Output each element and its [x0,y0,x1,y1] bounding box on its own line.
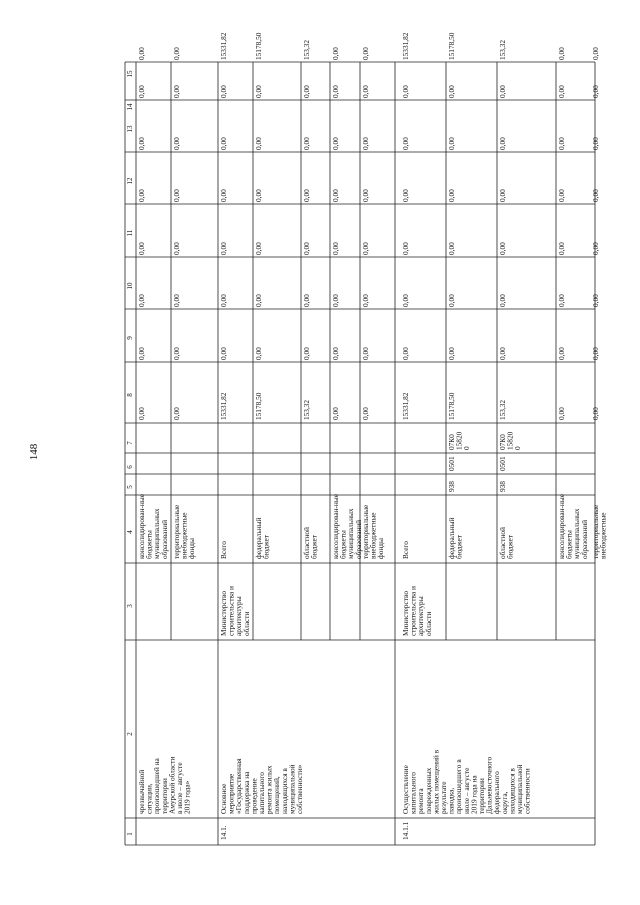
row-source-line: бюджеты [338,530,348,559]
row-source-line: бюджет [309,535,319,559]
row-name-line: ситуации, [144,783,154,814]
cell-v15: 0,00 [331,47,340,60]
cell-v14: 0,00 [137,85,146,98]
row-source-line: областной [498,527,507,559]
row-source-line: бюджеты [144,530,154,559]
row-source-line: муниципальных [152,508,162,559]
cell-v10: 0,00 [172,294,181,307]
header-col-6: 6 [126,465,134,469]
row-executor-line: области [241,611,251,636]
row-source-line: федеральный [447,517,456,559]
row-name-line: капитального [257,772,266,814]
cell-v11: 0,00 [591,242,600,255]
cell-v14: 0,00 [172,85,181,98]
cell-v8: 15178,50 [254,392,263,420]
row-source-line: бюджет [505,535,515,559]
cell-v13: 0,00 [219,137,228,150]
row-number: 14.1. [219,825,228,840]
row-source-line: бюджеты [564,530,574,559]
cell-v14: 0,00 [302,85,311,98]
row-name-line: собственности [522,768,532,814]
cell-v12: 0,00 [401,189,410,202]
cell-v15: 0,00 [591,47,600,60]
cell-v13: 0,00 [557,137,566,150]
cell-v10: 0,00 [254,294,263,307]
row-name-line: Дальневосточного [484,756,494,814]
cell-v11: 0,00 [254,242,263,255]
row-csr-line: 15820 [454,431,464,450]
cell-v11: 0,00 [172,242,181,255]
cell-v9: 0,00 [498,347,507,360]
row-name-line: капитального [408,772,418,814]
cell-v13: 0,00 [254,137,263,150]
cell-v13: 0,00 [172,137,181,150]
cell-v9: 0,00 [219,347,228,360]
header-col-15: 15 [126,70,134,78]
row-source-line: территориальные [172,504,181,559]
row-name-line: федерального [492,771,502,814]
header-col-10: 10 [126,282,134,290]
row-csr-line: 0 [462,446,472,450]
cell-v9: 0,00 [401,347,410,360]
row-executor-line: строительства и [408,586,418,636]
cell-v10: 0,00 [401,294,410,307]
row-source-line: консолидирован-ные [137,494,146,559]
cell-v13: 0,00 [498,137,507,150]
cell-v15: 153,32 [498,39,507,60]
row-executor-line: области [423,611,433,636]
header-col-4: 4 [126,530,134,534]
row-name-line: 2019 года» [182,780,192,814]
cell-v9: 0,00 [447,347,456,360]
cell-v9: 0,00 [302,347,311,360]
header-col-12: 12 [126,177,134,185]
row-source-line: внебюджетные [598,512,608,559]
row-name-line: мероприятие [226,773,236,814]
row-source-line: фонды [376,538,386,559]
row-csr-line: 07К0 [498,434,507,450]
row-name-line: проведение [249,778,259,814]
cell-v12: 0,00 [137,189,146,202]
cell-v10: 0,00 [591,294,600,307]
cell-v14: 0,00 [447,85,456,98]
row-executor-line: архитектуры [416,596,426,636]
row-name-line: жилых помещений в [431,749,441,814]
row-name-line: находящихся в [507,768,517,814]
row-source-line: муниципальных [572,508,582,559]
cell-v15: 15331,82 [219,32,228,60]
row-source-line: консолидирован-ные [557,494,566,559]
row-name-line: чрезвычайной [137,769,146,814]
row-executor-line: строительства и [226,586,236,636]
row-source-line: муниципальных [346,508,356,559]
page-number: 148 [28,443,40,461]
header-col-2: 2 [126,732,134,736]
header-col-3: 3 [126,604,134,608]
cell-v9: 0,00 [591,347,600,360]
header-col-7: 7 [126,441,134,445]
row-executor-line: архитектуры [234,596,244,636]
cell-v10: 0,00 [361,294,370,307]
row-rz: 0501 [498,456,507,471]
cell-v12: 0,00 [447,189,456,202]
row-name-line: произошедшего в [454,759,464,814]
cell-v9: 0,00 [254,347,263,360]
row-rz: 0501 [447,456,456,471]
row-source-line: образований [579,519,589,559]
cell-v14: 0,00 [219,85,228,98]
cell-v10: 0,00 [498,294,507,307]
row-name-line: территории [159,778,169,814]
row-grbs: 938 [447,481,456,492]
cell-v11: 0,00 [498,242,507,255]
cell-v15: 153,32 [302,39,311,60]
header-col-5: 5 [126,485,134,489]
row-name-line: июле – августе [461,767,471,814]
cell-v12: 0,00 [591,189,600,202]
row-name-line: муниципальной [287,764,297,814]
cell-v10: 0,00 [331,294,340,307]
row-executor-line: Министерство [219,591,228,636]
cell-v12: 0,00 [172,189,181,202]
cell-v15: 15178,50 [254,32,263,60]
cell-v11: 0,00 [331,242,340,255]
cell-v12: 0,00 [361,189,370,202]
row-name-line: поддержка на [241,771,251,814]
row-source-line: федеральный [254,517,263,559]
cell-v15: 15331,82 [401,32,410,60]
cell-v11: 0,00 [361,242,370,255]
cell-v15: 0,00 [172,47,181,60]
cell-v9: 0,00 [361,347,370,360]
row-name-line: произошедшей на [152,758,162,814]
cell-v8: 0,00 [331,407,340,420]
cell-v8: 0,00 [361,407,370,420]
header-col-1: 1 [126,832,134,836]
row-source-line: внебюджетные [368,512,378,559]
header-col-11: 11 [126,229,134,237]
cell-v8: 0,00 [137,407,146,420]
row-name-line: Основное [219,783,228,814]
row-source-line: бюджет [261,535,271,559]
header-col-13: 13 [126,125,134,133]
cell-v13: 0,00 [361,137,370,150]
cell-v13: 0,00 [591,137,600,150]
cell-v9: 0,00 [172,347,181,360]
cell-v10: 0,00 [557,294,566,307]
cell-v9: 0,00 [137,347,146,360]
cell-v13: 0,00 [447,137,456,150]
row-source-line: внебюджетные [179,512,189,559]
cell-v11: 0,00 [137,242,146,255]
row-name-line: округа, [499,791,509,814]
row-name-line: в июле – августе [175,762,184,814]
row-source-line: областной [302,527,311,559]
cell-v11: 0,00 [302,242,311,255]
cell-v8: 0,00 [172,407,181,420]
table-cells [126,32,608,840]
header-col-14: 14 [126,103,134,111]
row-source-line: Всего [401,541,410,559]
row-name-line: Осуществление [401,765,410,814]
row-name-line: помещений, [272,776,282,814]
row-csr-line: 0 [513,446,523,450]
row-number: 14.1.1 [401,821,410,840]
row-source-line: бюджет [454,535,464,559]
cell-v12: 0,00 [331,189,340,202]
row-name-line: собственности» [295,764,304,814]
cell-v9: 0,00 [557,347,566,360]
cell-v14: 0,00 [361,85,370,98]
row-name-line: ремонта жилых [264,765,274,814]
header-col-9: 9 [126,336,134,340]
row-name-line: муниципальной [515,764,524,814]
cell-v13: 0,00 [331,137,340,150]
cell-v15: 15178,50 [447,32,456,60]
row-name-line: 2019 года на [469,775,479,814]
cell-v10: 0,00 [219,294,228,307]
cell-v13: 0,00 [401,137,410,150]
row-executor-line: Министерство [401,591,410,636]
cell-v15: 0,00 [361,47,370,60]
row-csr-line: 07К0 [447,434,456,450]
cell-v11: 0,00 [401,242,410,255]
row-name-line: ремонта [416,788,426,814]
cell-v8: 0,00 [591,407,600,420]
table-grid [125,62,595,845]
cell-v14: 0,00 [401,85,410,98]
cell-v14: 0,00 [591,85,600,98]
cell-v9: 0,00 [331,347,340,360]
cell-v12: 0,00 [254,189,263,202]
cell-v14: 0,00 [557,85,566,98]
row-source-line: образований [159,519,169,559]
row-source-line: фонды [187,538,197,559]
cell-v10: 0,00 [302,294,311,307]
row-name-line: поврежденных [423,767,433,814]
row-name-line: территории [477,778,486,814]
cell-v12: 0,00 [219,189,228,202]
row-source-line: территориальные [591,504,600,559]
cell-v8: 0,00 [557,407,566,420]
row-source-line: Всего [219,541,228,559]
cell-v12: 0,00 [557,189,566,202]
cell-v15: 0,00 [137,47,146,60]
cell-v11: 0,00 [219,242,228,255]
cell-v14: 0,00 [331,85,340,98]
cell-v14: 0,00 [498,85,507,98]
cell-v10: 0,00 [447,294,456,307]
cell-v13: 0,00 [302,137,311,150]
cell-v10: 0,00 [137,294,146,307]
cell-v11: 0,00 [557,242,566,255]
row-name-line: паводка, [446,787,456,814]
cell-v12: 0,00 [498,189,507,202]
row-name-line: Амурской области [167,756,177,814]
cell-v8: 15178,50 [447,392,456,420]
row-name-line: находящихся в [279,768,289,814]
header-col-8: 8 [126,393,134,397]
cell-v8: 153,32 [302,399,311,420]
row-source-line: территориальные [361,504,370,559]
cell-v8: 15331,82 [401,392,410,420]
cell-v14: 0,00 [254,85,263,98]
cell-v12: 0,00 [302,189,311,202]
cell-v15: 0,00 [557,47,566,60]
cell-v8: 153,32 [498,399,507,420]
cell-v13: 0,00 [137,137,146,150]
cell-v8: 15331,82 [219,392,228,420]
row-name-line: результате [439,781,448,814]
cell-v11: 0,00 [447,242,456,255]
row-name-line: «Государственная [234,758,244,814]
row-grbs: 938 [498,481,507,492]
row-csr-line: 15820 [505,431,515,450]
row-source-line: консолидирован-ные [331,494,340,559]
row-source-line: образований [353,519,363,559]
